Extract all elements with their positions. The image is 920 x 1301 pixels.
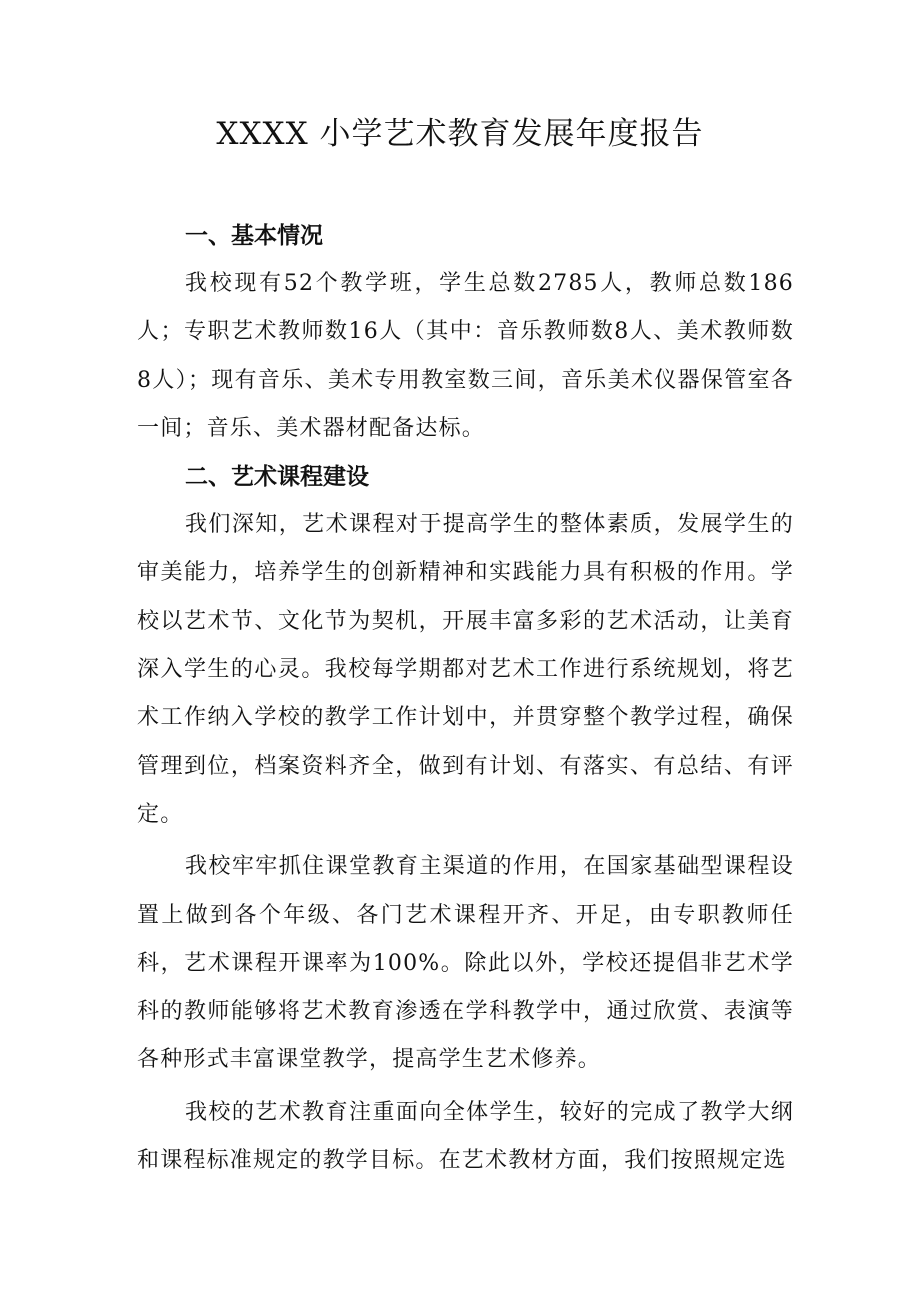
paragraph-art-curriculum-3: 我校的艺术教育注重面向全体学生，较好的完成了教学大纲和课程标准规定的教学目标。在艺术教材方面，我们按照规定选	[137, 1099, 794, 1174]
paragraph-art-curriculum-2: 我校牢牢抓住课堂教育主渠道的作用，在国家基础型课程设置上做到各个年级、各门艺术课程开齐、开足，由专职教师任科，艺术课程开课率为100%。除此以外，学校还提倡非艺术学科的教师能够将艺术教育渗透在学科教学中，通过欣赏、表演等各种形式丰富课堂教学，提高学生艺术修养。	[137, 854, 794, 1073]
paragraph-art-curriculum-1: 我们深知，艺术课程对于提高学生的整体素质，发展学生的审美能力，培养学生的创新精神和实践能力具有积极的作用。学校以艺术节、文化节为契机，开展丰富多彩的艺术活动，让美育深入学生的心灵。我校每学期都对艺术工作进行系统规划，将艺术工作纳入学校的教学工作计划中，并贯穿整个教学过程，确保管理到位，档案资料齐全，做到有计划、有落实、有总结、有评定。	[137, 512, 794, 827]
document-title: XXXX 小学艺术教育发展年度报告	[216, 116, 704, 152]
section-heading-basic-info: 一、基本情况	[185, 223, 323, 249]
section-heading-art-curriculum: 二、艺术课程建设	[185, 464, 369, 491]
document-body	[137, 212, 794, 1185]
paragraph-basic-info: 我校现有52个教学班，学生总数2785人，教师总数186人；专职艺术教师数16人（其中：音乐教师数8人、美术教师数8人）；现有音乐、美术专用教室数三间，音乐美术仪器保管室各一间；音乐、美术器材配备达标。	[137, 271, 794, 441]
